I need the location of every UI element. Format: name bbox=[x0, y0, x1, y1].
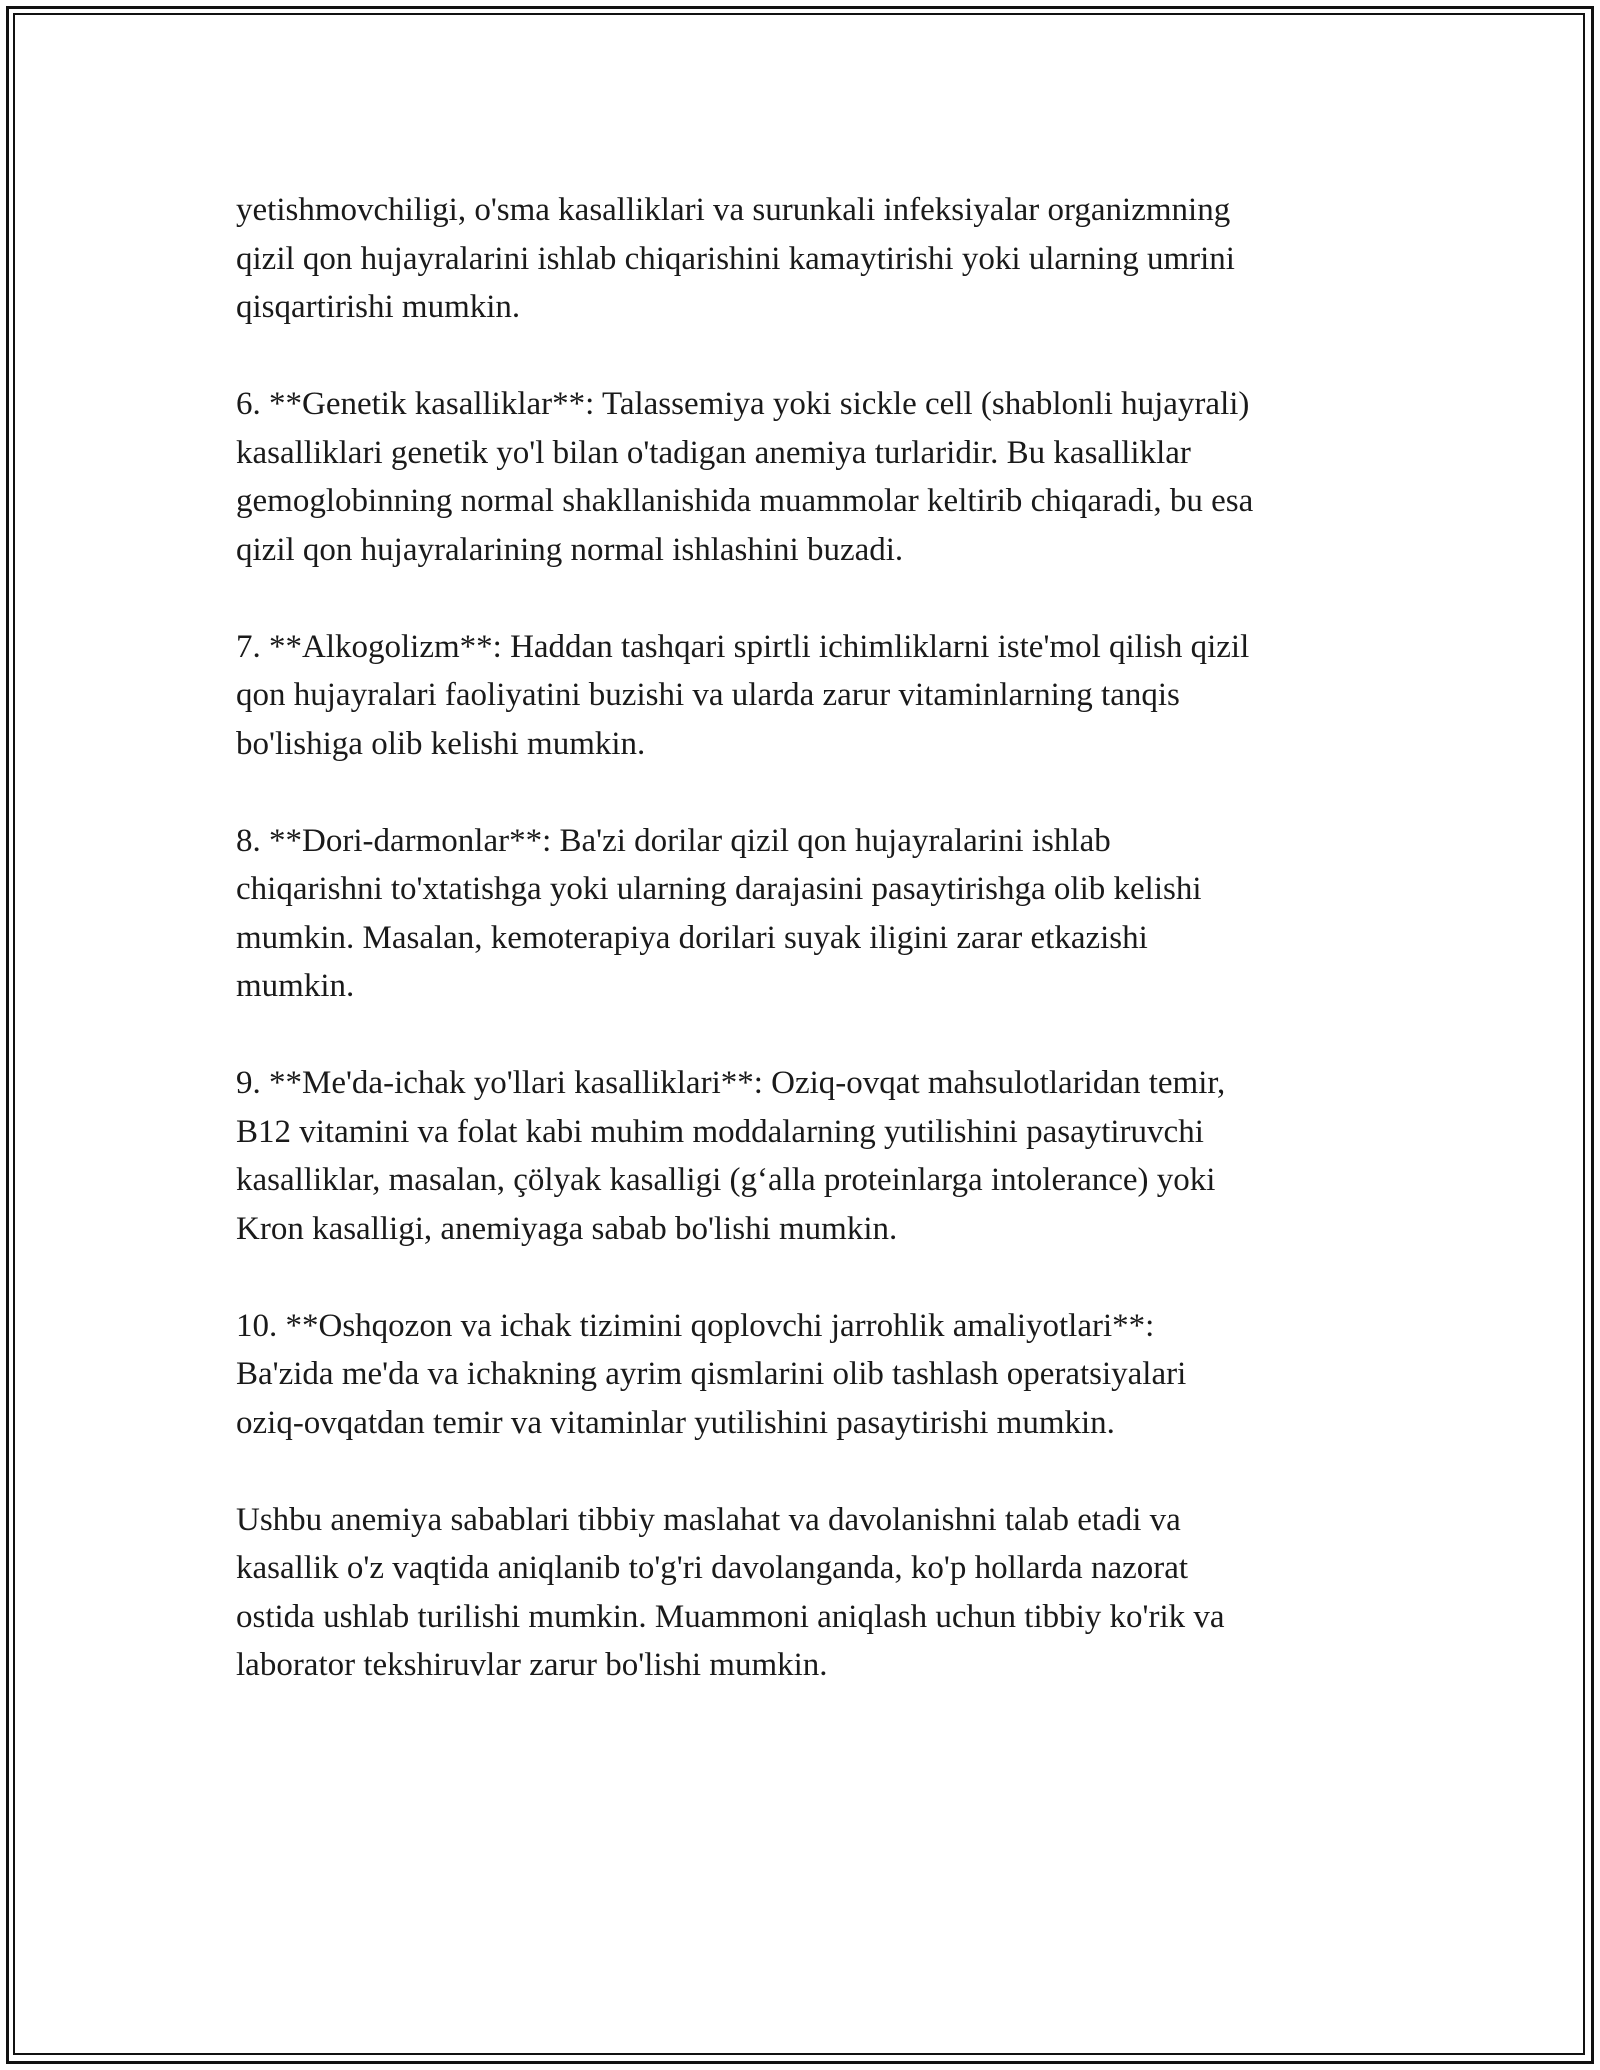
paragraph-item-7: 7. **Alkogolizm**: Haddan tashqari spirtli ichimliklarni iste'mol qilish qizil qon hujayralari faoliyatini buzishi va ularda zarur vitaminlarning tanqis bo'lishiga olib kelishi mumkin. bbox=[236, 628, 1250, 762]
paragraph-item-8: 8. **Dori-darmonlar**: Ba'zi dorilar qizil qon hujayralarini ishlab chiqarishni to'xtatishga yoki ularning darajasini pasaytirishga olib kelishi mumkin. Masalan, kemoterapiya dorilari suyak iligini zarar etkazishi mumkin. bbox=[236, 822, 1202, 1004]
paragraph-intro-continuation: yetishmovchiligi, o'sma kasalliklari va surunkali infeksiyalar organizmning qizil qon hujayralarini ishlab chiqarishini kamaytirishi yoki ularning umrini qisqartirishi mumkin. bbox=[236, 192, 1235, 325]
paragraph-item-6: 6. **Genetik kasalliklar**: Talassemiya yoki sickle cell (shablonli hujayrali) kasalliklari genetik yo'l bilan o'tadigan anemiya turlaridir. Bu kasalliklar gemoglobinning normal shakllanishida muammolar keltirib chiqaradi, bu esa qizil qon hujayralarining normal ishlashini buzadi. bbox=[236, 386, 1254, 568]
paragraph-conclusion: Ushbu anemiya sabablari tibbiy maslahat va davolanishni talab etadi va kasallik o'z vaqtida aniqlanib to'g'ri davolanganda, ko'p hollarda nazorat ostida ushlab turilishi mumkin. Muammoni aniqlash uchun tibbiy ko'rik va laborator tekshiruvlar zarur bo'lishi mumkin. bbox=[236, 1501, 1225, 1683]
paragraph-item-10: 10. **Oshqozon va ichak tizimini qoplovchi jarrohlik amaliyotlari**: Ba'zida me'da va ichakning ayrim qismlarini olib tashlash operatsiyalari oziq-ovqatdan temir va vitaminlar yutilishini pasaytirishi mumkin. bbox=[236, 1307, 1187, 1441]
paragraph-item-9: 9. **Me'da-ichak yo'llari kasalliklari**: Oziq-ovqat mahsulotlaridan temir, B12 vitamini va folat kabi muhim moddalarning yutilishini pasaytiruvchi kasalliklar, masalan, çölyak kasalligi (g‘alla proteinlarga intolerance) yoki Kron kasalligi, anemiyaga sabab bo'lishi mumkin. bbox=[236, 1065, 1226, 1247]
document-body bbox=[236, 186, 1386, 1738]
